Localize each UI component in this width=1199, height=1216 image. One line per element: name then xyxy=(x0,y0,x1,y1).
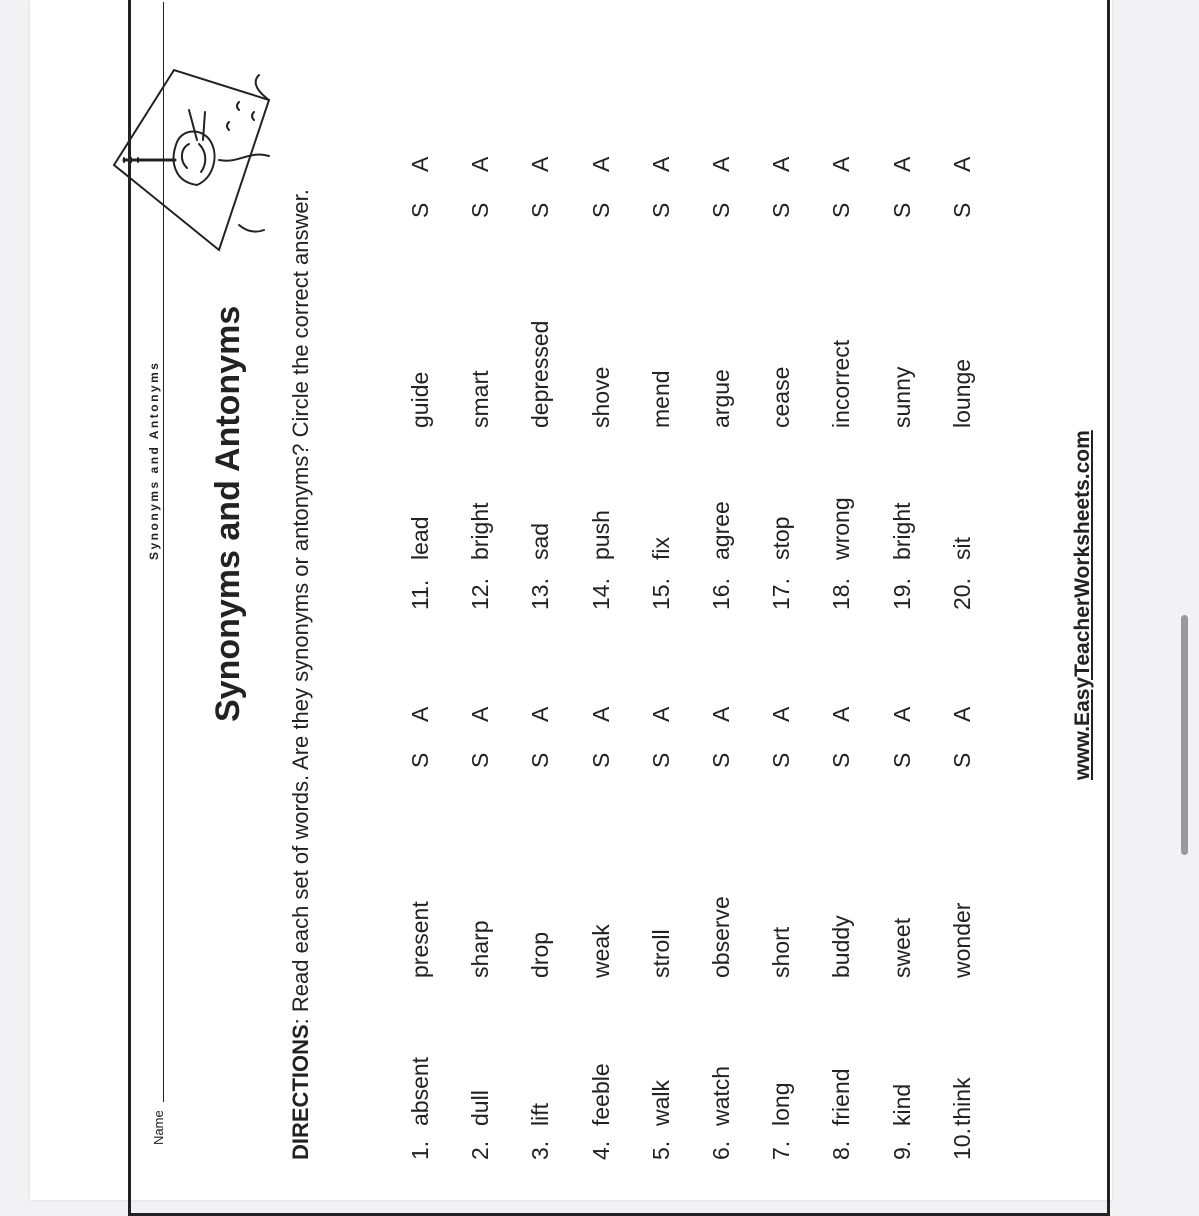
list-item xyxy=(648,570,680,1160)
antonym-choice[interactable]: A xyxy=(587,156,614,172)
antonym-choice[interactable]: A xyxy=(527,706,554,722)
synonym-choice[interactable]: S xyxy=(407,752,433,768)
page-title: Synonyms and Antonyms xyxy=(209,305,247,722)
list-item xyxy=(889,20,921,610)
first-word: lead xyxy=(407,516,433,560)
item-number: 12. xyxy=(467,578,494,610)
item-number: 5. xyxy=(647,1140,674,1160)
antonym-choice[interactable]: A xyxy=(587,706,614,722)
synonym-choice[interactable]: S xyxy=(948,752,975,768)
first-word: wrong xyxy=(828,497,855,560)
first-word: stop xyxy=(768,516,795,560)
list-item xyxy=(828,570,860,1160)
first-word: push xyxy=(587,510,614,560)
second-word: argue xyxy=(708,369,734,428)
first-word: bright xyxy=(888,502,915,560)
item-number: 19. xyxy=(888,578,915,610)
website-link[interactable]: www.EasyTeacherWorksheets.com xyxy=(1071,430,1094,780)
antonym-choice[interactable]: A xyxy=(828,706,855,722)
synonym-choice[interactable]: S xyxy=(888,752,915,768)
synonym-choice[interactable]: S xyxy=(647,752,674,768)
second-word: shove xyxy=(587,366,614,428)
first-word: think xyxy=(948,1077,975,1126)
second-word: sweet xyxy=(888,917,915,978)
item-number: 15. xyxy=(647,578,674,610)
first-word: kind xyxy=(888,1083,915,1126)
antonym-choice[interactable]: A xyxy=(888,706,915,722)
item-number: 1. xyxy=(407,1140,433,1160)
second-word: sunny xyxy=(888,366,915,428)
second-word: sharp xyxy=(467,920,494,978)
item-number: 4. xyxy=(587,1140,614,1160)
second-word: present xyxy=(407,901,433,978)
list-item xyxy=(828,20,860,610)
second-word: lounge xyxy=(948,358,975,428)
item-number: 9. xyxy=(888,1140,915,1160)
item-number: 13. xyxy=(527,578,554,610)
item-number: 18. xyxy=(828,578,855,610)
second-word: smart xyxy=(467,370,494,428)
second-word: mend xyxy=(647,370,674,428)
item-number: 2. xyxy=(467,1140,494,1160)
synonym-choice[interactable]: S xyxy=(467,752,494,768)
first-word: long xyxy=(768,1082,795,1126)
item-number: 14. xyxy=(587,578,614,610)
list-item xyxy=(407,20,439,610)
synonym-choice[interactable]: S xyxy=(828,202,855,218)
second-word: buddy xyxy=(828,915,855,978)
synonym-choice[interactable]: S xyxy=(647,202,674,218)
list-item xyxy=(467,20,499,610)
list-item xyxy=(407,570,439,1160)
item-number: 8. xyxy=(828,1140,855,1160)
antonym-choice[interactable]: A xyxy=(467,706,494,722)
list-item xyxy=(768,20,800,610)
name-label: Name xyxy=(151,1110,166,1145)
list-item xyxy=(889,570,921,1160)
item-number: 11. xyxy=(407,579,433,610)
kite-icon xyxy=(79,50,279,260)
item-number: 6. xyxy=(708,1140,734,1160)
synonym-choice[interactable]: S xyxy=(527,752,554,768)
synonym-choice[interactable]: S xyxy=(768,752,795,768)
list-item xyxy=(588,570,620,1160)
first-word: agree xyxy=(708,501,734,560)
first-word: fix xyxy=(647,537,674,560)
second-word: short xyxy=(768,926,795,978)
first-word: friend xyxy=(828,1068,855,1126)
second-word: cease xyxy=(768,366,795,428)
antonym-choice[interactable]: A xyxy=(948,706,975,722)
synonym-choice[interactable]: S xyxy=(888,202,915,218)
antonym-choice[interactable]: A xyxy=(708,706,734,722)
synonym-choice[interactable]: S xyxy=(708,202,734,218)
item-number: 3. xyxy=(527,1140,554,1160)
antonym-choice[interactable]: A xyxy=(647,706,674,722)
first-word: dull xyxy=(467,1090,494,1126)
antonym-choice[interactable]: A xyxy=(467,156,494,172)
second-word: weak xyxy=(587,924,614,978)
first-word: bright xyxy=(467,502,494,560)
second-word: guide xyxy=(407,371,433,428)
antonym-choice[interactable]: A xyxy=(407,156,433,172)
list-item xyxy=(949,20,981,610)
second-word: stroll xyxy=(647,929,674,978)
directions-label: DIRECTIONS xyxy=(288,1024,313,1160)
synonym-choice[interactable]: S xyxy=(828,752,855,768)
list-item xyxy=(527,570,559,1160)
antonym-choice[interactable]: A xyxy=(708,156,734,172)
list-item xyxy=(768,570,800,1160)
antonym-choice[interactable]: A xyxy=(647,156,674,172)
first-word: lift xyxy=(527,1103,554,1126)
list-item xyxy=(648,20,680,610)
list-item xyxy=(708,20,740,610)
antonym-choice[interactable]: A xyxy=(888,156,915,172)
first-word: sad xyxy=(527,522,554,560)
first-word: sit xyxy=(948,537,975,560)
list-item xyxy=(588,20,620,610)
synonym-choice[interactable]: S xyxy=(587,752,614,768)
antonym-choice[interactable]: A xyxy=(948,156,975,172)
synonym-choice[interactable]: S xyxy=(587,202,614,218)
item-number: 16. xyxy=(708,578,734,610)
first-word: watch xyxy=(708,1065,734,1126)
antonym-choice[interactable]: A xyxy=(768,156,795,172)
synonym-choice[interactable]: S xyxy=(768,202,795,218)
item-number: 7. xyxy=(768,1140,795,1160)
first-word: feeble xyxy=(587,1063,614,1126)
header-topic: Synonyms and Antonyms xyxy=(147,360,161,560)
antonym-choice[interactable]: A xyxy=(527,156,554,172)
second-word: wonder xyxy=(948,902,975,978)
antonym-choice[interactable]: A xyxy=(407,706,433,722)
second-word: drop xyxy=(527,931,554,978)
antonym-choice[interactable]: A xyxy=(768,706,795,722)
second-word: incorrect xyxy=(828,339,855,428)
first-word: absent xyxy=(407,1056,433,1126)
item-number: 20. xyxy=(948,578,975,610)
synonym-choice[interactable]: S xyxy=(407,202,433,218)
second-word: depressed xyxy=(527,320,554,428)
synonym-choice[interactable]: S xyxy=(948,202,975,218)
directions-text: : Read each set of words. Are they synonyms or antonyms? Circle the correct answer. xyxy=(288,189,313,1025)
list-item xyxy=(708,570,740,1160)
first-word: walk xyxy=(647,1079,674,1126)
synonym-choice[interactable]: S xyxy=(527,202,554,218)
antonym-choice[interactable]: A xyxy=(828,156,855,172)
list-item xyxy=(949,570,981,1160)
synonym-choice[interactable]: S xyxy=(467,202,494,218)
item-number: 10. xyxy=(948,1128,975,1160)
item-number: 17. xyxy=(768,578,795,610)
synonym-choice[interactable]: S xyxy=(708,752,734,768)
list-item xyxy=(467,570,499,1160)
second-word: observe xyxy=(708,896,734,978)
list-item xyxy=(527,20,559,610)
